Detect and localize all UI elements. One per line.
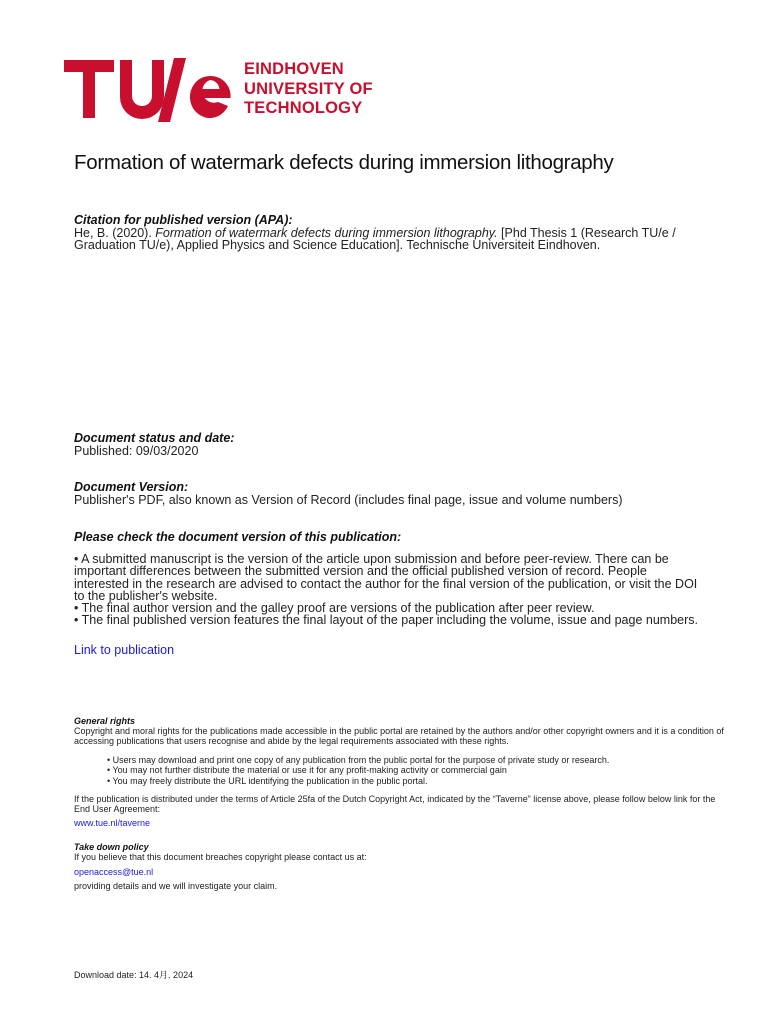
taverne-text: If the publication is distributed under the terms of Article 25fa of the Dutch Copyright Act, indicated by the “Taverne” license above, please follow below link for the End User Agreement: [74, 794, 716, 815]
bullet-author-version: • The final author version and the galley proof are versions of the publication after peer review. [74, 601, 595, 616]
citation-section [74, 213, 714, 252]
citation-work-title: Formation of watermark defects during immersion lithography. [155, 226, 498, 240]
citation-suffix: [Phd Thesis 1 (Research TU/e / Graduation TU/e), Applied Physics and Science Education]. Technische Universiteit Eindhoven. [74, 226, 676, 253]
status-value: Published: 09/03/2020 [74, 444, 199, 458]
tue-logo-mark-icon [62, 56, 242, 126]
takedown-section [74, 842, 724, 862]
general-rights-text: Copyright and moral rights for the publications made accessible in the public portal are retained by the authors and/or other copyright owners and it is a condition of accessing publications that users recognise and abide by the legal requirements associated with these rights. [74, 726, 724, 747]
check-label [74, 530, 714, 544]
version-value: Publisher's PDF, also known as Version of Record (includes final page, issue and volume numbers) [74, 493, 623, 507]
version-bullets [74, 553, 698, 627]
link-to-publication[interactable]: Link to publication [74, 643, 175, 657]
takedown-text: If you believe that this document breaches copyright please contact us at: [74, 852, 367, 862]
status-section [74, 431, 714, 457]
citation-label: Citation for published version (APA): [74, 213, 293, 227]
taverne-link[interactable]: www.tue.nl/taverne [74, 818, 151, 828]
download-date: Download date: 14. 4月. 2024 [74, 970, 194, 980]
logo-line-university: UNIVERSITY OF [244, 79, 373, 98]
version-label: Document Version: [74, 480, 189, 494]
rights-list [107, 755, 717, 786]
logo-line-technology: TECHNOLOGY [244, 99, 363, 117]
version-section [74, 480, 734, 506]
rights-item: • Users may download and print one copy of any publication from the public portal for the purpose of private study or research. [107, 755, 610, 765]
status-label: Document status and date: [74, 431, 235, 445]
general-rights-section [74, 716, 724, 747]
bullet-final-version: • The final published version features the final layout of the paper including the volume, issue and page numbers. [74, 613, 698, 628]
citation-text [74, 227, 714, 252]
check-label-text: Please check the document version of this publication: [74, 530, 402, 544]
openaccess-email-link[interactable]: openaccess@tue.nl [74, 867, 154, 877]
takedown-label: Take down policy [74, 842, 149, 852]
rights-item: • You may not further distribute the material or use it for any profit-making activity or commercial gain [107, 765, 507, 776]
citation-prefix: He, B. (2020). [74, 226, 156, 240]
document-title: Formation of watermark defects during immersion lithography [74, 151, 614, 174]
rights-item: • You may freely distribute the URL identifying the publication in the public portal. [107, 775, 428, 786]
bullet-submitted: • A submitted manuscript is the version of the article upon submission and before peer-review. There can be important differences between the submitted version and the official published version of record. People interested in the research are advised to contact the author for the final version of the publication, or visit the DOI to the publisher's website. [74, 552, 698, 603]
logo-wordmark [244, 60, 373, 119]
general-rights-label: General rights [74, 716, 136, 726]
logo-line-eindhoven: EINDHOVEN [244, 60, 344, 78]
takedown-closing: providing details and we will investigate your claim. [74, 881, 278, 891]
